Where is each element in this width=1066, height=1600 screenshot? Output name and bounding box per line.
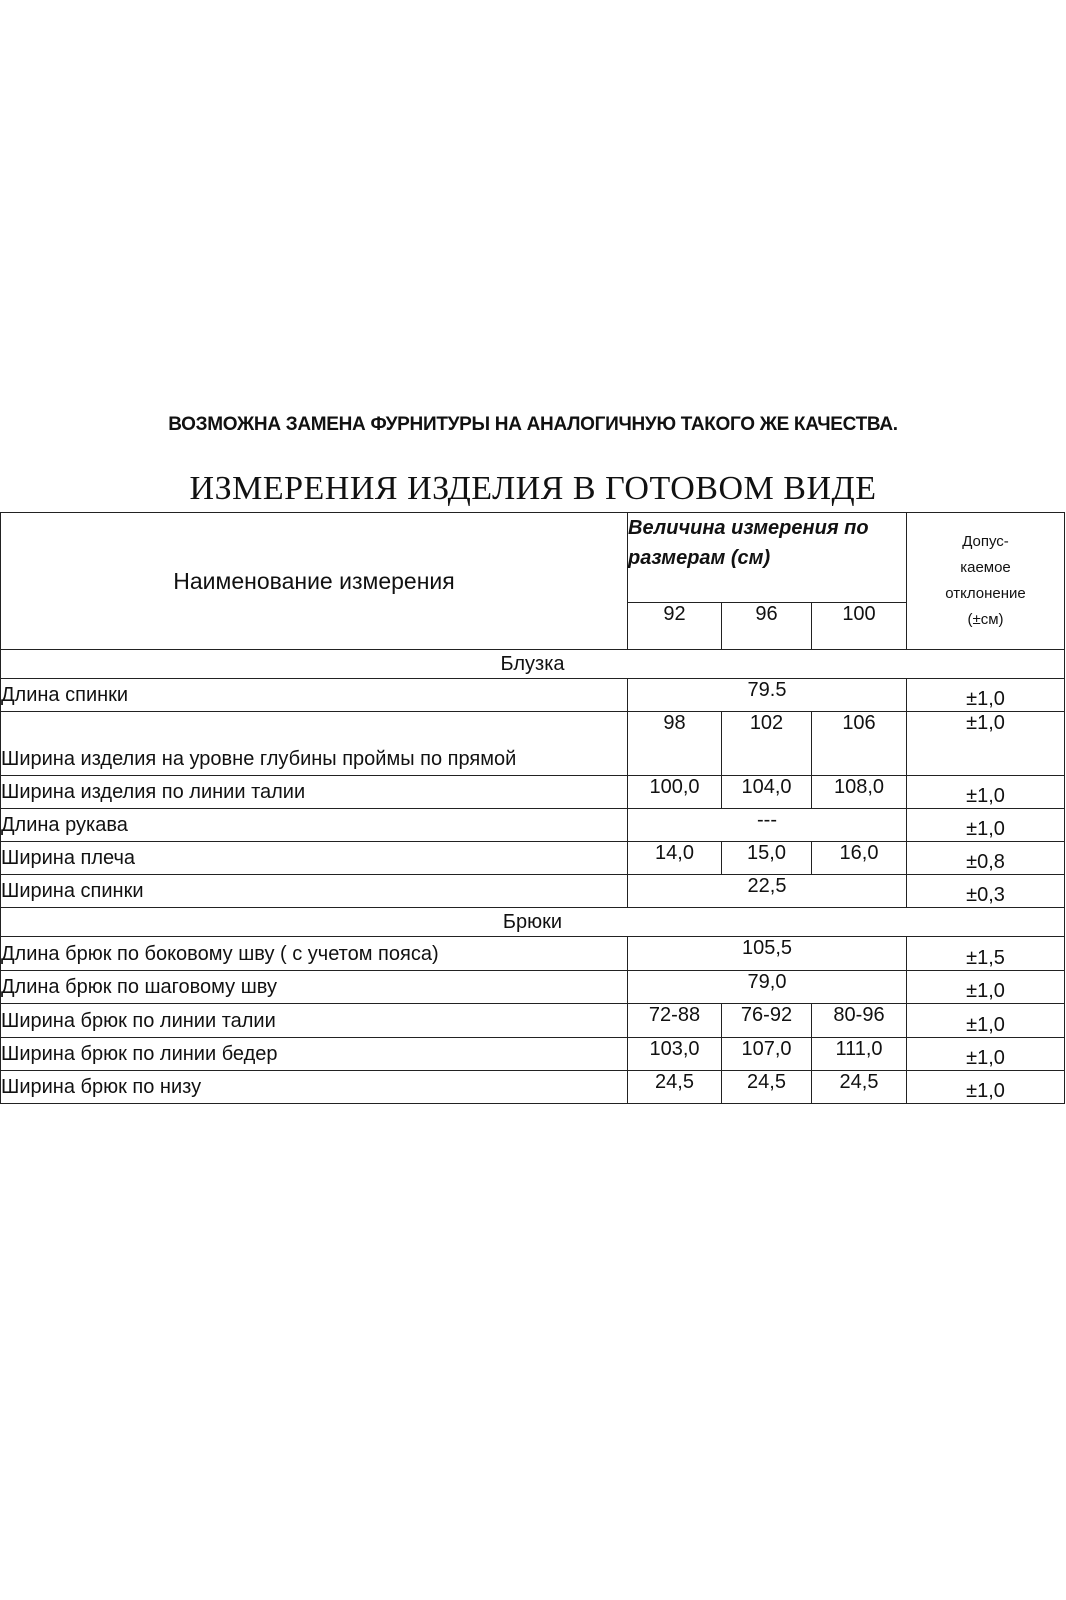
size-header-100: 100 [812,603,907,650]
value-100: 80-96 [812,1004,907,1038]
column-header-name: Наименование измерения [1,513,628,650]
value-92: 14,0 [628,842,722,875]
row-label: Ширина брюк по линии талии [1,1004,628,1038]
merged-value: --- [628,809,907,842]
tolerance-value: ±1,0 [907,971,1065,1004]
table-row [1,809,1065,842]
section-blouse: Блузка [1,650,1065,679]
row-label: Ширина брюк по низу [1,1071,628,1104]
column-header-sizes [628,513,907,603]
tolerance-value: ±1,0 [907,776,1065,809]
table-row [1,875,1065,908]
table-row [1,937,1065,971]
table-row [1,971,1065,1004]
value-92: 98 [628,712,722,776]
tolerance-header-line2: каемое [960,559,1011,576]
value-100: 106 [812,712,907,776]
value-92: 100,0 [628,776,722,809]
tolerance-value: ±1,0 [907,1071,1065,1104]
table-row [1,842,1065,875]
measurements-table [0,512,1065,1104]
column-header-tolerance [907,513,1065,650]
tolerance-value: ±1,0 [907,1038,1065,1071]
value-96: 76-92 [722,1004,812,1038]
tolerance-value: ±1,0 [907,679,1065,712]
tolerance-value: ±0,3 [907,875,1065,908]
merged-value: 79,0 [628,971,907,1004]
row-label: Длина рукава [1,809,628,842]
tolerance-value: ±0,8 [907,842,1065,875]
value-96: 102 [722,712,812,776]
value-96: 104,0 [722,776,812,809]
tolerance-header-line4: (±см) [967,611,1004,628]
page-title: ИЗМЕРЕНИЯ ИЗДЕЛИЯ В ГОТОВОМ ВИДЕ [189,470,877,507]
value-92: 103,0 [628,1038,722,1071]
value-96: 15,0 [722,842,812,875]
table-row [1,1038,1065,1071]
section-trousers: Брюки [1,908,1065,937]
sizes-header-line2: размерам (см) [628,547,771,569]
row-label [1,712,628,776]
value-100: 16,0 [812,842,907,875]
value-100: 111,0 [812,1038,907,1071]
table-row [1,1004,1065,1038]
row-label: Ширина спинки [1,875,628,908]
table-row [1,776,1065,809]
tolerance-value: ±1,0 [907,1004,1065,1038]
value-100: 24,5 [812,1071,907,1104]
value-92: 72-88 [628,1004,722,1038]
table-row [1,679,1065,712]
table-row [1,712,1065,776]
row-label: Длина брюк по шаговому шву [1,971,628,1004]
tolerance-header-line3: отклонение [945,585,1026,602]
replacement-notice: ВОЗМОЖНА ЗАМЕНА ФУРНИТУРЫ НА АНАЛОГИЧНУЮ ТАКОГО ЖЕ КАЧЕСТВА. [168,414,898,435]
tolerance-header-line1: Допус- [962,533,1009,550]
merged-value: 105,5 [628,937,907,971]
value-92: 24,5 [628,1071,722,1104]
size-header-92: 92 [628,603,722,650]
size-header-96: 96 [722,603,812,650]
table-row [1,1071,1065,1104]
value-96: 107,0 [722,1038,812,1071]
row-label: Ширина изделия по линии талии [1,776,628,809]
merged-value: 22,5 [628,875,907,908]
sizes-header-line1: Величина измерения по [628,517,869,539]
row-label: Длина спинки [1,679,628,712]
tolerance-value: ±1,0 [907,712,1065,776]
row-label: Длина брюк по боковому шву ( с учетом пояса) [1,937,628,971]
tolerance-value: ±1,0 [907,809,1065,842]
merged-value: 79.5 [628,679,907,712]
value-100: 108,0 [812,776,907,809]
row-label-text: Ширина изделия на уровне глубины проймы по прямой [1,748,517,770]
row-label: Ширина плеча [1,842,628,875]
row-label: Ширина брюк по линии бедер [1,1038,628,1071]
value-96: 24,5 [722,1071,812,1104]
tolerance-value: ±1,5 [907,937,1065,971]
